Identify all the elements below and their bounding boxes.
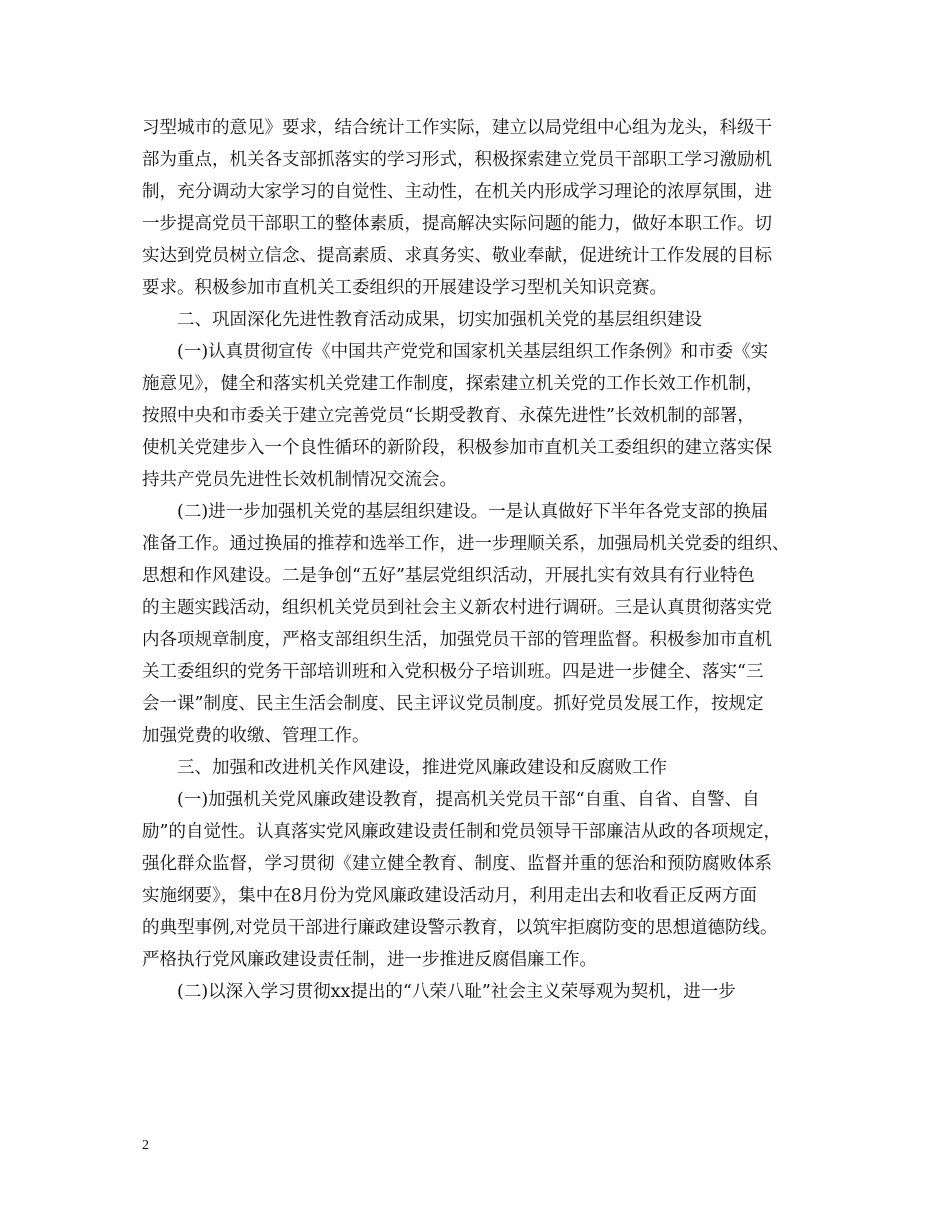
text-line: 励”的自觉性。认真落实党风廉政建设责任制和党员领导干部廉洁从政的各项规定， xyxy=(142,822,781,842)
section-heading: 二、巩固深化先进性教育活动成果，切实加强机关党的基层组织建设 xyxy=(177,310,702,330)
text-line: 实施纲要》，集中在8月份为党风廉政建设活动月，利用走出去和收看正反两方面 xyxy=(142,886,757,906)
page-number: 2 xyxy=(142,1138,149,1153)
text-line: 加强党费的收缴、管理工作。 xyxy=(142,726,370,746)
text-line: 会一课”制度、民主生活会制度、民主评议党员制度。抓好党员发展工作，按规定 xyxy=(142,694,764,714)
text-line: 的典型事例,对党员干部进行廉政建设警示教育，以筑牢拒腐防变的思想道德防线。 xyxy=(142,918,778,938)
text-line: 内各项规章制度，严格支部组织生活，加强党员干部的管理监督。积极参加市直机 xyxy=(142,630,772,650)
text-line: (二)以深入学习贯彻xx提出的“八荣八耻”社会主义荣辱观为契机，进一步 xyxy=(177,982,736,1002)
text-line: 部为重点，机关各支部抓落实的学习形式，积极探索建立党员干部职工学习激励机 xyxy=(142,150,772,170)
text-line: (二)进一步加强机关党的基层组织建设。一是认真做好下半年各党支部的换届 xyxy=(177,502,769,522)
text-line: 严格执行党风廉政建设责任制，进一步推进反腐倡廉工作。 xyxy=(142,950,597,970)
text-line: 思想和作风建设。二是争创“五好”基层党组织活动，开展扎实有效具有行业特色 xyxy=(142,566,755,586)
text-line: 施意见》，健全和落实机关党建工作制度，探索建立机关党的工作长效工作机制， xyxy=(142,374,764,394)
text-line: 要求。积极参加市直机关工委组织的开展建设学习型机关知识竞赛。 xyxy=(142,278,667,298)
text-line: 持共产党员先进性长效机制情况交流会。 xyxy=(142,470,457,490)
text-line: 按照中央和市委关于建立完善党员“长期受教育、永葆先进性”长效机制的部署， xyxy=(142,406,755,426)
text-line: (一)加强机关党风廉政建设教育，提高机关党员干部“自重、自省、自警、自 xyxy=(177,790,760,810)
text-line: (一)认真贯彻宣传《中国共产党党和国家机关基层组织工作条例》和市委《实 xyxy=(177,342,769,362)
section-heading: 三、加强和改进机关作风建设，推进党风廉政建设和反腐败工作 xyxy=(177,758,667,778)
text-line: 制，充分调动大家学习的自觉性、主动性，在机关内形成学习理论的浓厚氛围，进 xyxy=(142,182,772,202)
text-line: 强化群众监督，学习贯彻《建立健全教育、制度、监督并重的惩治和预防腐败体系 xyxy=(142,854,772,874)
text-line: 一步提高党员干部职工的整体素质，提高解决实际问题的能力，做好本职工作。切 xyxy=(142,214,772,234)
text-line: 习型城市的意见》要求，结合统计工作实际，建立以局党组中心组为龙头，科级干 xyxy=(142,118,772,138)
text-line: 准备工作。通过换届的推荐和选举工作，进一步理顺关系，加强局机关党委的组织、 xyxy=(142,534,790,554)
text-line: 使机关党建步入一个良性循环的新阶段，积极参加市直机关工委组织的建立落实保 xyxy=(142,438,772,458)
text-line: 关工委组织的党务干部培训班和入党积极分子培训班。四是进一步健全、落实“三 xyxy=(142,662,764,682)
body-text xyxy=(142,112,832,1008)
text-line: 实达到党员树立信念、提高素质、求真务实、敬业奉献，促进统计工作发展的目标 xyxy=(142,246,772,266)
text-line: 的主题实践活动，组织机关党员到社会主义新农村进行调研。三是认真贯彻落实党 xyxy=(142,598,772,618)
